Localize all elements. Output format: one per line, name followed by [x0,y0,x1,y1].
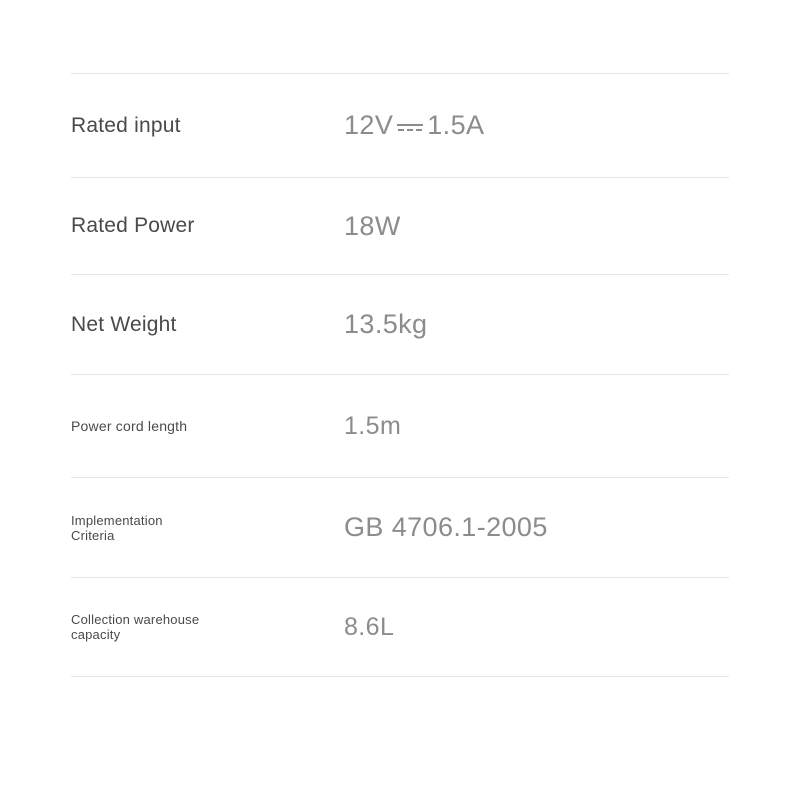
table-row [71,477,729,577]
table-row [71,374,729,477]
table-row [71,577,729,677]
spec-value-net-weight: 13.5kg [344,309,428,339]
spec-label-line-2: Criteria [71,527,115,543]
spec-label-net-weight: Net Weight [71,312,177,336]
spec-value-power-cord-length: 1.5m [344,411,402,440]
table-row [71,73,729,177]
rated-input-amperage: 1.5A [427,110,485,140]
spec-value-rated-power: 18W [344,210,401,241]
table-row [71,177,729,274]
table-row [71,274,729,374]
spec-label-rated-power: Rated Power [71,214,195,237]
dc-current-icon [397,120,423,134]
spec-value-implementation-criteria: GB 4706.1-2005 [344,512,548,542]
spec-label-power-cord-length: Power cord length [71,418,188,434]
spec-label-rated-input: Rated input [71,113,181,137]
spec-label-collection-warehouse-capacity [71,612,344,642]
rated-input-voltage: 12V [344,110,394,140]
spec-label-line-2: capacity [71,627,121,642]
specification-table [71,73,729,677]
spec-label-line-1: Implementation [71,512,163,528]
spec-label-line-1: Collection warehouse [71,612,200,627]
spec-label-implementation-criteria [71,513,344,543]
spec-value-rated-input [344,110,729,141]
spec-value-collection-warehouse-capacity: 8.6L [344,612,395,641]
